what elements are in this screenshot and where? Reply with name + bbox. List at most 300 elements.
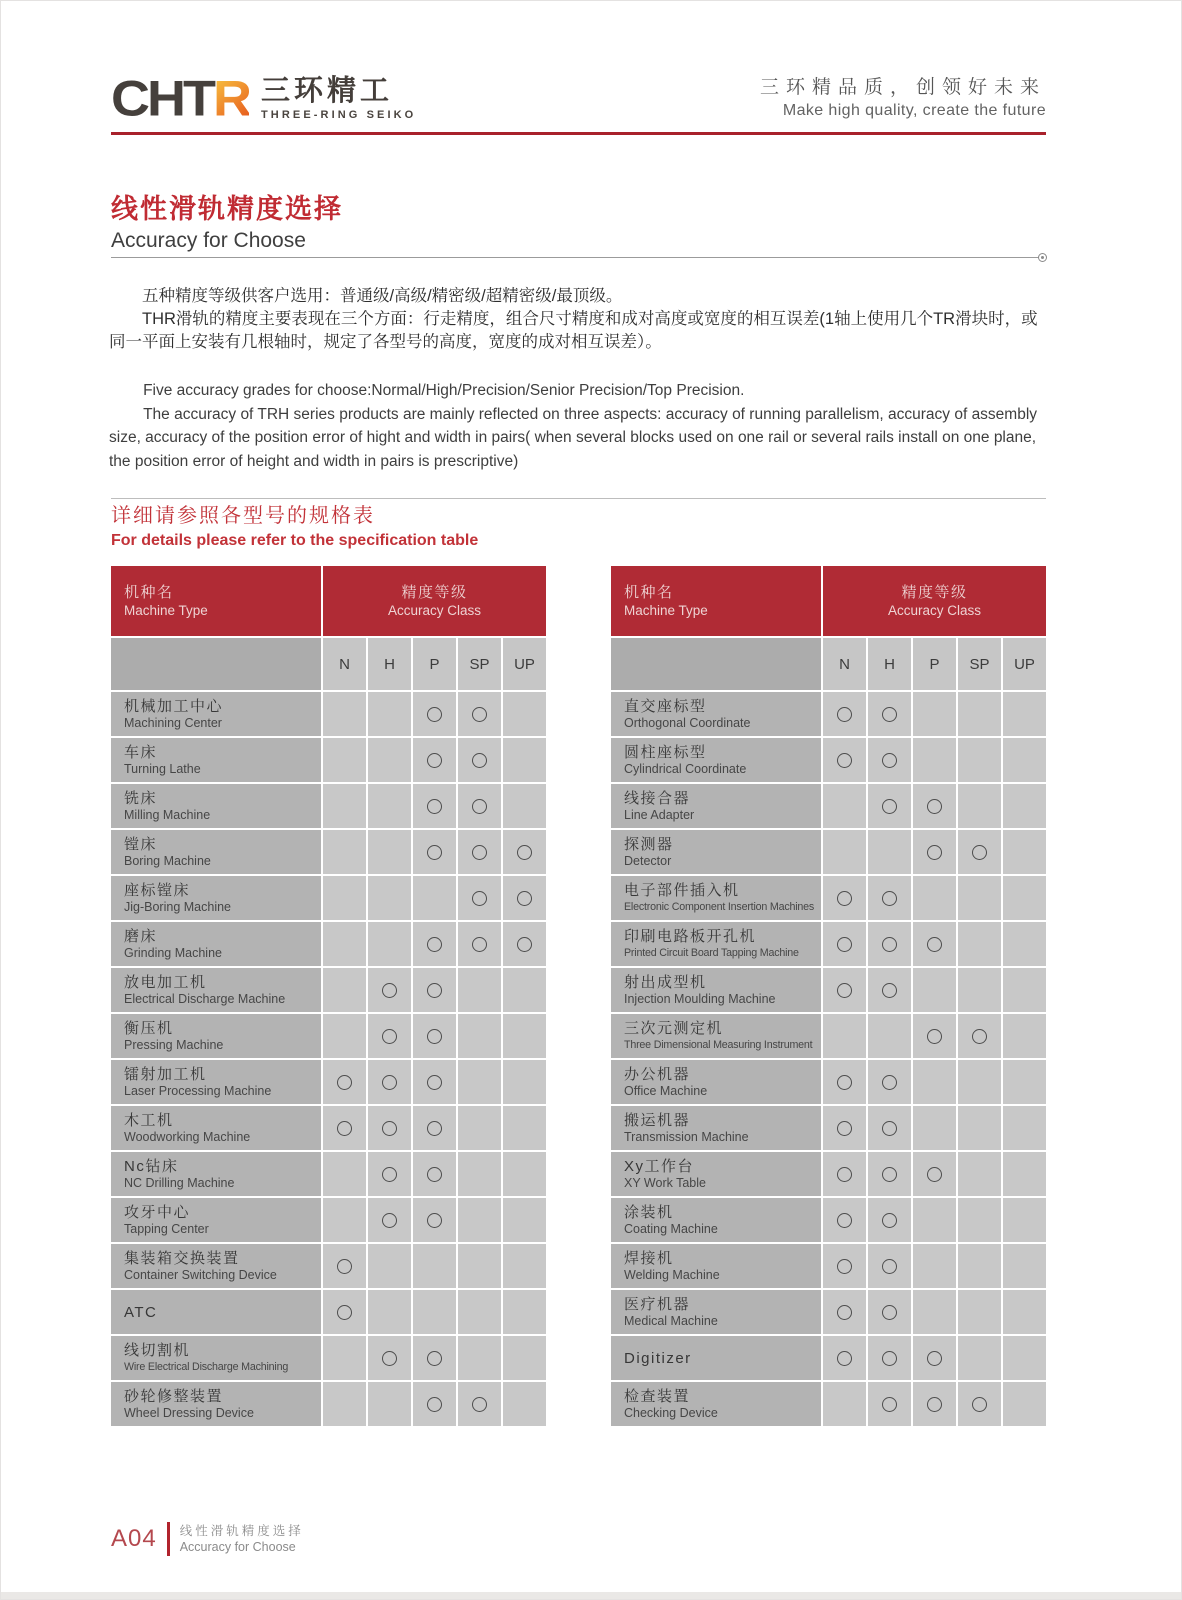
grade-cell-n: [823, 738, 866, 782]
grade-cell-p: [913, 1382, 956, 1426]
grade-cell-up: [1003, 738, 1046, 782]
machine-name-cn: 检查装置: [624, 1388, 691, 1405]
applicable-circle-icon: [882, 1259, 897, 1274]
grade-cell-h: [368, 830, 411, 874]
grade-cell-h: [868, 1244, 911, 1288]
grade-cell-h: [868, 784, 911, 828]
grade-column-h: H: [868, 638, 911, 690]
applicable-circle-icon: [382, 983, 397, 998]
grade-cell-sp: [458, 1060, 501, 1104]
footer-title-en: Accuracy for Choose: [179, 1540, 296, 1554]
grade-cell-n: [823, 1106, 866, 1150]
grade-cell-n: [323, 1244, 366, 1288]
applicable-circle-icon: [337, 1305, 352, 1320]
applicable-circle-icon: [882, 1121, 897, 1136]
grade-cell-sp: [958, 830, 1001, 874]
grade-cell-n: [823, 692, 866, 736]
applicable-circle-icon: [837, 1167, 852, 1182]
grade-cell-sp: [458, 1336, 501, 1380]
grade-cell-up: [503, 830, 546, 874]
grade-cell-sp: [458, 1244, 501, 1288]
footer-divider-bar: [167, 1522, 170, 1556]
page-footer: [111, 1522, 304, 1556]
applicable-circle-icon: [382, 1121, 397, 1136]
grade-cell-up: [503, 1290, 546, 1334]
applicable-circle-icon: [837, 753, 852, 768]
machine-type-cell: [611, 830, 821, 874]
applicable-circle-icon: [427, 1397, 442, 1412]
applicable-circle-icon: [382, 1075, 397, 1090]
applicable-circle-icon: [337, 1075, 352, 1090]
grade-cell-sp: [458, 1014, 501, 1058]
machine-type-cell: [111, 1336, 321, 1380]
grade-cell-sp: [458, 784, 501, 828]
machine-name-en: Office Machine: [624, 1084, 708, 1098]
machine-name-cn: 线切割机: [124, 1342, 191, 1359]
machine-name-en: Turning Lathe: [124, 762, 201, 776]
applicable-circle-icon: [427, 707, 442, 722]
machine-type-cell: [111, 922, 321, 966]
grade-cell-sp: [958, 1198, 1001, 1242]
machine-type-cell: [111, 830, 321, 874]
machine-name-en: Electronic Component Insertion Machines: [624, 901, 815, 913]
grade-cell-sp: [458, 1152, 501, 1196]
grade-cell-p: [413, 1244, 456, 1288]
grade-cell-h: [368, 1244, 411, 1288]
machine-type-cell: [611, 876, 821, 920]
grade-cell-up: [1003, 1152, 1046, 1196]
machine-type-header: [611, 566, 821, 636]
grade-cell-h: [868, 1106, 911, 1150]
machine-type-cell: [611, 1198, 821, 1242]
machine-name-cn: 磨床: [124, 928, 158, 945]
grade-cell-sp: [458, 1290, 501, 1334]
grade-cell-h: [868, 738, 911, 782]
grade-cell-h: [868, 1382, 911, 1426]
machine-type-cell: [111, 1106, 321, 1150]
page-title-cn: 线性滑轨精度选择: [111, 194, 343, 224]
machine-name-cn: 电子部件插入机: [624, 882, 740, 899]
machine-type-cell: [111, 1014, 321, 1058]
grade-column-up: UP: [1003, 638, 1046, 690]
machine-name-cn: 探测器: [624, 836, 674, 853]
logo-letters: CHT: [111, 71, 213, 127]
applicable-circle-icon: [837, 707, 852, 722]
machine-name-cn: 木工机: [124, 1112, 174, 1129]
intro-paragraph-cn: [109, 285, 1053, 354]
grade-cell-sp: [958, 692, 1001, 736]
applicable-circle-icon: [882, 1397, 897, 1412]
grade-column-n: N: [323, 638, 366, 690]
machine-name-cn: 座标镗床: [124, 882, 191, 899]
grade-cell-up: [503, 1014, 546, 1058]
grade-cell-p: [413, 738, 456, 782]
grade-cell-p: [913, 1060, 956, 1104]
intro-cn-line-2: THR滑轨的精度主要表现在三个方面：行走精度，组合尺寸精度和成对高度或宽度的相互误差(1轴上使用几个TR滑块时，或同一平面上安装有几根轴时，规定了各型号的高度，宽度的成对相互误差）。: [109, 310, 1038, 351]
logo-wordmark: [261, 76, 416, 123]
grade-cell-up: [1003, 1060, 1046, 1104]
grade-cell-p: [913, 738, 956, 782]
grade-cell-p: [413, 784, 456, 828]
grade-cell-p: [413, 968, 456, 1012]
grade-cell-up: [503, 1198, 546, 1242]
applicable-circle-icon: [382, 1213, 397, 1228]
grade-cell-sp: [958, 968, 1001, 1012]
applicable-circle-icon: [517, 891, 532, 906]
applicable-circle-icon: [882, 1305, 897, 1320]
grade-cell-n: [323, 922, 366, 966]
grade-cell-h: [368, 1152, 411, 1196]
grade-column-p: P: [413, 638, 456, 690]
machine-type-header-en: Machine Type: [124, 603, 208, 618]
applicable-circle-icon: [837, 1213, 852, 1228]
applicable-circle-icon: [927, 1029, 942, 1044]
machine-name-cn: 办公机器: [624, 1066, 691, 1083]
grade-cell-n: [323, 1290, 366, 1334]
machine-name-cn: 车床: [124, 744, 158, 761]
applicable-circle-icon: [837, 983, 852, 998]
machine-name-en: Medical Machine: [624, 1314, 718, 1328]
grade-cell-n: [823, 830, 866, 874]
applicable-circle-icon: [927, 1351, 942, 1366]
grade-cell-h: [368, 692, 411, 736]
accuracy-class-header: [323, 566, 546, 636]
applicable-circle-icon: [427, 983, 442, 998]
grade-cell-p: [413, 1152, 456, 1196]
grade-cell-h: [868, 922, 911, 966]
applicable-circle-icon: [427, 1029, 442, 1044]
applicable-circle-icon: [882, 983, 897, 998]
applicable-circle-icon: [337, 1121, 352, 1136]
page-number: A04: [111, 1525, 157, 1552]
machine-name-en: Cylindrical Coordinate: [624, 762, 747, 776]
machine-name-cn: 镗床: [124, 836, 158, 853]
grade-cell-n: [823, 784, 866, 828]
machine-name-en: Machining Center: [124, 716, 222, 730]
applicable-circle-icon: [427, 1167, 442, 1182]
grade-cell-h: [368, 784, 411, 828]
applicable-circle-icon: [927, 799, 942, 814]
applicable-circle-icon: [427, 845, 442, 860]
machine-name-en: Grinding Machine: [124, 946, 222, 960]
page-header: [111, 71, 1046, 127]
machine-type-cell: [111, 968, 321, 1012]
grade-cell-h: [368, 968, 411, 1012]
grade-cell-up: [1003, 1290, 1046, 1334]
grade-cell-sp: [958, 922, 1001, 966]
applicable-circle-icon: [882, 1167, 897, 1182]
accuracy-class-header-en: Accuracy Class: [387, 603, 482, 618]
logo-name-cn: 三环精工: [260, 75, 393, 107]
grade-cell-n: [823, 1290, 866, 1334]
applicable-circle-icon: [427, 1121, 442, 1136]
grade-cell-up: [503, 784, 546, 828]
grade-cell-n: [323, 1060, 366, 1104]
grade-cell-up: [1003, 784, 1046, 828]
applicable-circle-icon: [427, 1213, 442, 1228]
brand-slogan: [760, 76, 1046, 123]
grade-cell-n: [323, 1152, 366, 1196]
grade-cell-h: [368, 1198, 411, 1242]
grade-cell-p: [413, 1290, 456, 1334]
intro-cn-line-1: 五种精度等级供客户选用：普通级/高级/精密级/超精密级/最顶级。: [142, 287, 623, 305]
grade-cell-p: [413, 1060, 456, 1104]
grade-cell-sp: [958, 876, 1001, 920]
grade-cell-p: [413, 692, 456, 736]
applicable-circle-icon: [472, 753, 487, 768]
subheader-empty-cell: [111, 638, 321, 690]
machine-type-header: [111, 566, 321, 636]
grade-cell-p: [913, 830, 956, 874]
machine-name-cn: 焊接机: [624, 1250, 674, 1267]
machine-name-cn: 铣床: [124, 790, 158, 807]
grade-cell-h: [868, 968, 911, 1012]
grade-cell-up: [503, 1106, 546, 1150]
page-title-en: Accuracy for Choose: [111, 229, 306, 252]
applicable-circle-icon: [337, 1259, 352, 1274]
applicable-circle-icon: [882, 937, 897, 952]
logo-name-en: THREE-RING SEIKO: [260, 109, 417, 121]
grade-cell-p: [413, 922, 456, 966]
grade-cell-h: [868, 1152, 911, 1196]
grade-cell-up: [1003, 968, 1046, 1012]
grade-cell-sp: [458, 830, 501, 874]
grade-cell-h: [868, 1336, 911, 1380]
grade-cell-h: [368, 1106, 411, 1150]
grade-cell-up: [1003, 1336, 1046, 1380]
applicable-circle-icon: [427, 753, 442, 768]
applicable-circle-icon: [882, 1213, 897, 1228]
machine-type-cell: [611, 1106, 821, 1150]
accuracy-class-header-cn: 精度等级: [901, 584, 968, 601]
grade-cell-up: [503, 876, 546, 920]
machine-name: Digitizer: [611, 1336, 821, 1380]
machine-type-cell: [611, 968, 821, 1012]
machine-type-cell: [611, 1290, 821, 1334]
machine-name-en: Electrical Discharge Machine: [124, 992, 286, 1006]
grade-cell-sp: [958, 1290, 1001, 1334]
applicable-circle-icon: [472, 845, 487, 860]
machine-name-en: Coating Machine: [624, 1222, 718, 1236]
machine-name-en: Milling Machine: [124, 808, 211, 822]
machine-name-en: Pressing Machine: [124, 1038, 224, 1052]
grade-cell-sp: [958, 1336, 1001, 1380]
machine-type-cell: [611, 784, 821, 828]
applicable-circle-icon: [882, 753, 897, 768]
grade-cell-n: [823, 1336, 866, 1380]
applicable-circle-icon: [382, 1351, 397, 1366]
machine-name-cn: 涂装机: [624, 1204, 674, 1221]
grade-cell-n: [823, 968, 866, 1012]
applicable-circle-icon: [882, 799, 897, 814]
grade-cell-n: [323, 692, 366, 736]
machine-type-cell: [111, 1244, 321, 1288]
grade-column-n: N: [823, 638, 866, 690]
grade-cell-p: [413, 1198, 456, 1242]
grade-cell-up: [503, 1336, 546, 1380]
applicable-circle-icon: [517, 845, 532, 860]
applicable-circle-icon: [427, 1351, 442, 1366]
subheader-empty-cell: [611, 638, 821, 690]
machine-name-cn: 圆柱座标型: [624, 744, 707, 761]
grade-cell-sp: [458, 1106, 501, 1150]
grade-cell-p: [413, 1336, 456, 1380]
grade-cell-h: [868, 1014, 911, 1058]
grade-cell-sp: [458, 1198, 501, 1242]
footer-title: [180, 1523, 304, 1555]
machine-name-en: Printed Circuit Board Tapping Machine: [624, 947, 799, 959]
machine-name-en: NC Drilling Machine: [124, 1176, 235, 1190]
machine-name-en: Orthogonal Coordinate: [624, 716, 751, 730]
grade-cell-up: [1003, 692, 1046, 736]
spec-table-left: [111, 566, 546, 1426]
grade-cell-sp: [458, 692, 501, 736]
machine-type-cell: [111, 784, 321, 828]
grade-column-up: UP: [503, 638, 546, 690]
grade-cell-up: [503, 1244, 546, 1288]
machine-name-cn: 搬运机器: [624, 1112, 691, 1129]
grade-cell-n: [823, 1014, 866, 1058]
grade-cell-n: [323, 1198, 366, 1242]
grade-cell-n: [823, 1198, 866, 1242]
intro-paragraph-en: [109, 379, 1057, 473]
grade-cell-n: [823, 1382, 866, 1426]
machine-name-cn: Xy工作台: [624, 1158, 695, 1175]
slogan-en: Make high quality, create the future: [782, 102, 1046, 119]
machine-type-cell: [611, 692, 821, 736]
machine-name-en: Container Switching Device: [124, 1268, 277, 1282]
applicable-circle-icon: [472, 799, 487, 814]
header-red-rule: [111, 132, 1046, 135]
grade-cell-up: [503, 692, 546, 736]
grade-cell-p: [413, 1382, 456, 1426]
applicable-circle-icon: [837, 1121, 852, 1136]
grade-cell-up: [503, 1152, 546, 1196]
page-title: [111, 193, 343, 254]
grade-cell-n: [323, 1336, 366, 1380]
applicable-circle-icon: [927, 845, 942, 860]
grade-cell-p: [913, 1014, 956, 1058]
grade-column-p: P: [913, 638, 956, 690]
machine-type-cell: [611, 1152, 821, 1196]
applicable-circle-icon: [972, 845, 987, 860]
grade-cell-n: [823, 1244, 866, 1288]
applicable-circle-icon: [472, 891, 487, 906]
grade-cell-p: [913, 1336, 956, 1380]
machine-name-en: Tapping Center: [124, 1222, 209, 1236]
grade-cell-n: [323, 876, 366, 920]
machine-name-en: Three Dimensional Measuring Instrument: [624, 1039, 813, 1051]
machine-type-cell: [111, 738, 321, 782]
grade-cell-n: [823, 1060, 866, 1104]
machine-name-en: Transmission Machine: [624, 1130, 749, 1144]
grade-cell-p: [913, 876, 956, 920]
applicable-circle-icon: [427, 799, 442, 814]
grade-cell-n: [323, 784, 366, 828]
line-end-ring-icon: [1038, 253, 1047, 262]
grade-cell-n: [323, 968, 366, 1012]
machine-type-cell: [111, 1152, 321, 1196]
applicable-circle-icon: [837, 1075, 852, 1090]
grade-cell-p: [413, 1014, 456, 1058]
machine-name-en: Line Adapter: [624, 808, 695, 822]
machine-name-en: Laser Processing Machine: [124, 1084, 272, 1098]
machine-name-en: Jig-Boring Machine: [124, 900, 231, 914]
grade-cell-p: [913, 784, 956, 828]
machine-name-cn: 放电加工机: [124, 974, 207, 991]
applicable-circle-icon: [472, 937, 487, 952]
grade-cell-n: [823, 922, 866, 966]
machine-name: ATC: [111, 1290, 321, 1334]
grade-cell-up: [503, 738, 546, 782]
machine-name-cn: 直交座标型: [624, 698, 707, 715]
machine-type-cell: [111, 1060, 321, 1104]
applicable-circle-icon: [927, 937, 942, 952]
grade-cell-h: [868, 830, 911, 874]
grade-column-sp: SP: [458, 638, 501, 690]
logo-letter-r-orange: R: [212, 71, 249, 127]
grade-cell-p: [913, 922, 956, 966]
grade-cell-up: [1003, 1382, 1046, 1426]
applicable-circle-icon: [427, 1075, 442, 1090]
applicable-circle-icon: [972, 1029, 987, 1044]
grade-cell-up: [503, 1060, 546, 1104]
grade-column-h: H: [368, 638, 411, 690]
grade-cell-p: [913, 968, 956, 1012]
machine-name-cn: 印刷电路板开孔机: [624, 928, 757, 945]
machine-name-cn: 医疗机器: [624, 1296, 691, 1313]
machine-type-cell: [111, 876, 321, 920]
intro-en-line-2: The accuracy of TRH series products are mainly reflected on three aspects: accuracy of running parallelism, accuracy of assembly size, accuracy of the position error of hight and width in pairs( when several blocks used on one rail or several rails install on one plane, the position error of height and width in pairs is prescriptive): [109, 405, 1038, 470]
grade-cell-sp: [458, 922, 501, 966]
grade-cell-p: [913, 1198, 956, 1242]
accuracy-class-header: [823, 566, 1046, 636]
grade-cell-h: [368, 1014, 411, 1058]
grade-cell-up: [503, 922, 546, 966]
machine-type-header-cn: 机种名: [624, 584, 674, 601]
grade-cell-up: [1003, 876, 1046, 920]
grade-column-sp: SP: [958, 638, 1001, 690]
grade-cell-sp: [458, 738, 501, 782]
grade-cell-h: [368, 1290, 411, 1334]
grade-cell-h: [368, 922, 411, 966]
grade-cell-h: [368, 738, 411, 782]
grade-cell-n: [823, 1152, 866, 1196]
grade-cell-sp: [958, 784, 1001, 828]
grade-cell-n: [323, 738, 366, 782]
page-bottom-edge: [1, 1592, 1181, 1599]
machine-name-cn: 镭射加工机: [124, 1066, 207, 1083]
grade-cell-p: [913, 692, 956, 736]
applicable-circle-icon: [882, 707, 897, 722]
machine-name-cn: 砂轮修整装置: [124, 1388, 224, 1405]
machine-name-cn: 线接合器: [624, 790, 691, 807]
grade-cell-up: [503, 1382, 546, 1426]
applicable-circle-icon: [837, 1305, 852, 1320]
machine-type-cell: [611, 1244, 821, 1288]
applicable-circle-icon: [427, 937, 442, 952]
grade-cell-sp: [958, 1382, 1001, 1426]
machine-name-en: Welding Machine: [624, 1268, 720, 1282]
grade-cell-up: [1003, 1198, 1046, 1242]
machine-name-cn: 集装箱交换装置: [124, 1250, 240, 1267]
machine-name-cn: 机械加工中心: [124, 698, 224, 715]
intro-en-line-1: Five accuracy grades for choose:Normal/High/Precision/Senior Precision/Top Precision.: [143, 382, 745, 399]
grade-cell-sp: [958, 738, 1001, 782]
grade-cell-p: [413, 1106, 456, 1150]
applicable-circle-icon: [517, 937, 532, 952]
grade-cell-sp: [458, 876, 501, 920]
